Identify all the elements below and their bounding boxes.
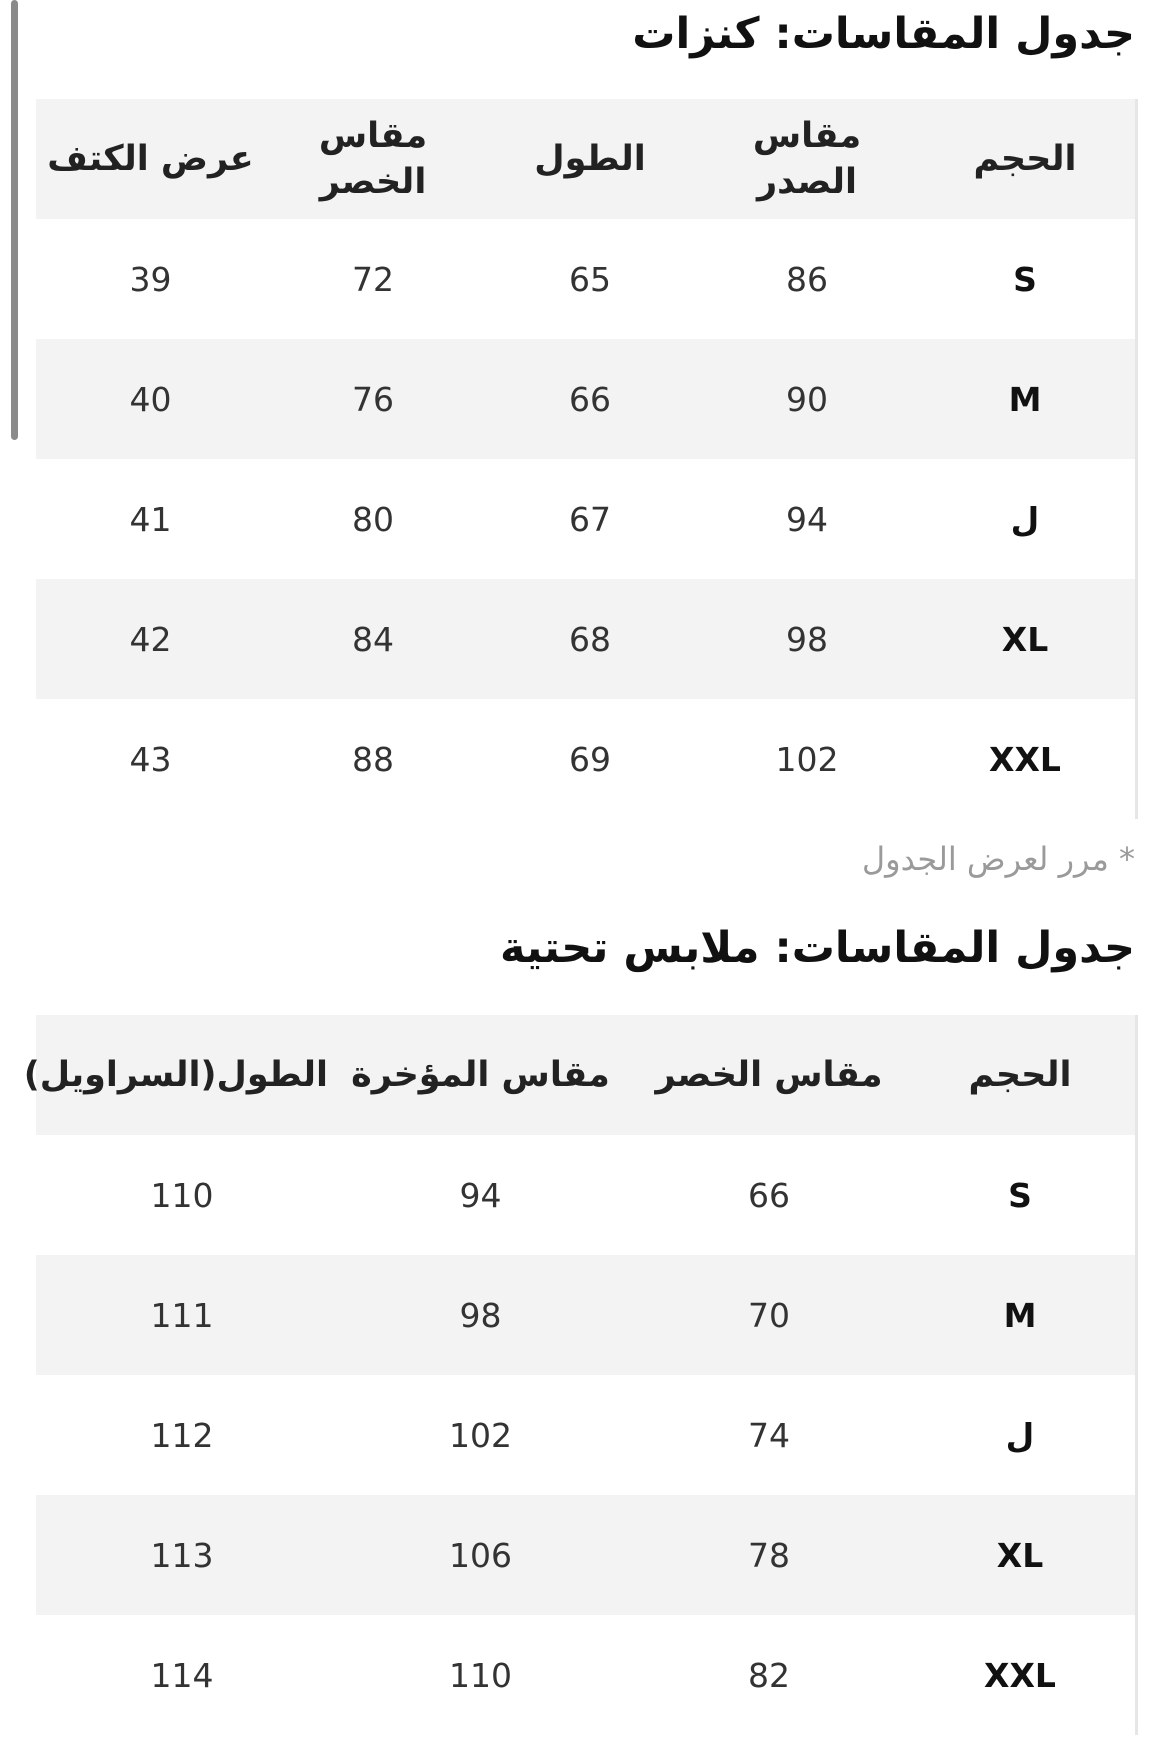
column-header: الطول bbox=[534, 139, 646, 179]
table-cell: 94 bbox=[459, 1175, 502, 1215]
section-title: جدول المقاسات: ملابس تحتية bbox=[500, 923, 1135, 973]
table-cell: 76 bbox=[352, 379, 394, 419]
section-title: جدول المقاسات: كنزات bbox=[632, 9, 1135, 59]
table-row bbox=[36, 219, 1135, 339]
table-row bbox=[36, 1135, 1135, 1255]
size-cell: M bbox=[1003, 1295, 1037, 1335]
table-cell: 90 bbox=[786, 379, 828, 419]
table-scroll-container[interactable] bbox=[36, 99, 1135, 819]
size-cell: XL bbox=[996, 1535, 1044, 1575]
column-header: الطول(السراويل) bbox=[23, 1055, 328, 1095]
table-cell: 82 bbox=[748, 1655, 790, 1695]
column-header: مقاس المؤخرة bbox=[351, 1055, 610, 1095]
size-table bbox=[36, 99, 1135, 819]
size-chart-sweaters bbox=[36, 4, 1135, 889]
table-cell: 84 bbox=[352, 619, 394, 659]
page-scrollbar[interactable] bbox=[11, 0, 18, 440]
size-cell: XXL bbox=[989, 739, 1061, 779]
table-cell: 102 bbox=[449, 1415, 512, 1455]
table-header-row bbox=[36, 1015, 1135, 1135]
column-header: الحجم bbox=[968, 1055, 1072, 1095]
table-cell: 43 bbox=[129, 739, 172, 779]
table-cell: 113 bbox=[150, 1535, 214, 1575]
table-row bbox=[36, 1615, 1135, 1735]
table-cell: 70 bbox=[748, 1295, 790, 1335]
table-cell: 72 bbox=[352, 259, 394, 299]
table-cell: 111 bbox=[150, 1295, 214, 1335]
table-scrollbar[interactable] bbox=[1135, 1015, 1138, 1735]
table-cell: 39 bbox=[129, 259, 172, 299]
table-cell: 98 bbox=[786, 619, 828, 659]
table-cell: 41 bbox=[129, 499, 172, 539]
table-cell: 98 bbox=[459, 1295, 502, 1335]
table-header-row bbox=[36, 99, 1135, 219]
table-row bbox=[36, 1495, 1135, 1615]
table-row bbox=[36, 699, 1135, 819]
table-cell: 102 bbox=[775, 739, 839, 779]
table-row bbox=[36, 579, 1135, 699]
table-cell: 78 bbox=[748, 1535, 790, 1575]
size-cell: ل bbox=[1005, 1415, 1035, 1455]
table-scrollbar[interactable] bbox=[1135, 99, 1138, 819]
size-cell: XL bbox=[1001, 619, 1049, 659]
table-cell: 66 bbox=[569, 379, 611, 419]
column-header: مقاس الخصر bbox=[318, 116, 428, 202]
scroll-hint: * مرر لعرض الجدول bbox=[861, 840, 1135, 878]
table-cell: 67 bbox=[569, 499, 611, 539]
table-row bbox=[36, 339, 1135, 459]
table-cell: 68 bbox=[569, 619, 611, 659]
table-cell: 74 bbox=[748, 1415, 790, 1455]
column-header: عرض الكتف bbox=[47, 139, 254, 179]
table-cell: 106 bbox=[449, 1535, 512, 1575]
table-row bbox=[36, 1255, 1135, 1375]
column-header: مقاس الخصر bbox=[655, 1055, 883, 1095]
table-cell: 88 bbox=[352, 739, 394, 779]
table-cell: 40 bbox=[129, 379, 172, 419]
table-cell: 42 bbox=[129, 619, 172, 659]
table-cell: 112 bbox=[150, 1415, 214, 1455]
table-row bbox=[36, 459, 1135, 579]
size-cell: ل bbox=[1010, 499, 1040, 539]
column-header: الحجم bbox=[973, 139, 1077, 179]
size-cell: M bbox=[1008, 379, 1042, 419]
table-cell: 66 bbox=[748, 1175, 790, 1215]
size-cell: S bbox=[1008, 1175, 1032, 1215]
table-cell: 114 bbox=[150, 1655, 214, 1695]
size-table bbox=[23, 1015, 1135, 1735]
table-row bbox=[36, 1375, 1135, 1495]
size-chart-underwear bbox=[23, 918, 1135, 1735]
table-cell: 86 bbox=[786, 259, 828, 299]
column-header: مقاس الصدر bbox=[752, 116, 862, 202]
table-scroll-container[interactable] bbox=[23, 1015, 1135, 1735]
table-cell: 65 bbox=[569, 259, 611, 299]
size-cell: S bbox=[1013, 259, 1037, 299]
table-cell: 110 bbox=[150, 1175, 214, 1215]
table-cell: 80 bbox=[352, 499, 394, 539]
size-cell: XXL bbox=[984, 1655, 1056, 1695]
table-cell: 69 bbox=[569, 739, 611, 779]
table-cell: 110 bbox=[449, 1655, 512, 1695]
table-cell: 94 bbox=[786, 499, 828, 539]
